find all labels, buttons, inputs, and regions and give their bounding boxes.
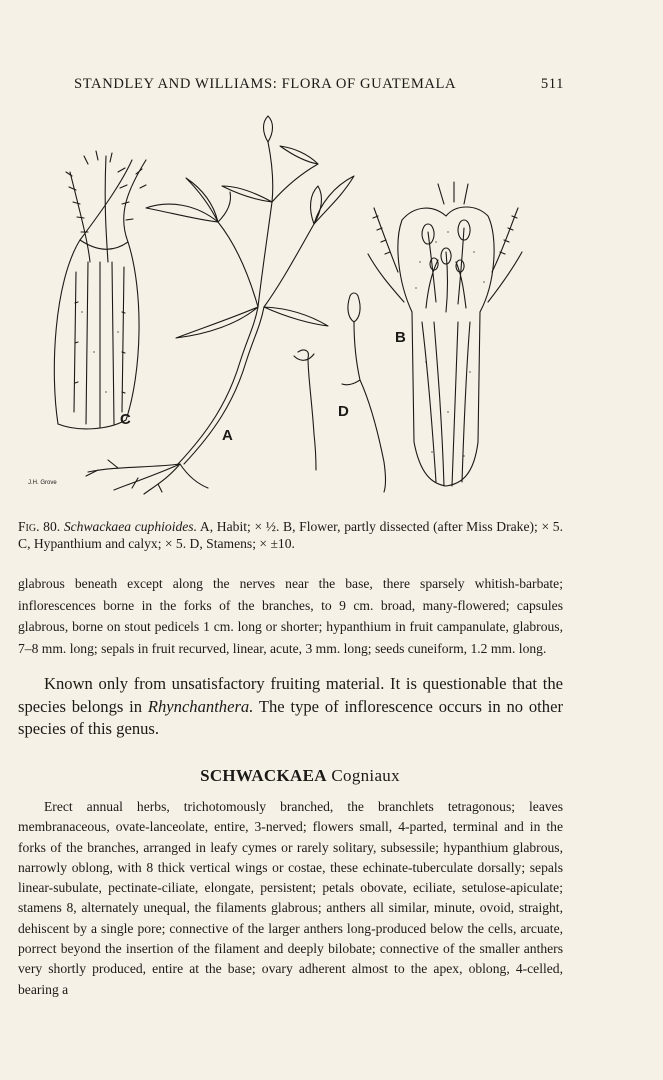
description-continuation <box>18 573 563 659</box>
running-head-title: STANDLEY AND WILLIAMS: FLORA OF GUATEMALA <box>74 76 457 92</box>
panel-label-c: C <box>120 411 131 428</box>
caption-text: A, Habit; × ½. B, Flower, partly dissected (after Miss Drake); × 5. C, Hypanthium and calyx; × 5. D, Stamens; × ±10. <box>18 519 563 551</box>
caption-species: Schwackaea cuphioides. <box>63 519 197 534</box>
genus-author: Cogniaux <box>331 766 400 785</box>
artist-signature: J.H. Grove <box>28 480 57 486</box>
remark-text-1: Known only from unsatisfactory fruiting material. It is questionable that the species belongs in <box>18 674 563 716</box>
continuation-paragraph: glabrous beneath except along the nerves near the base, there sparsely whitish-barbate; inflorescences borne in the forks of the branches, to 9 cm. broad, many-flowered; capsules glabrous, borne on stout pedicels 1 cm. long or shorter; hypanthium in fruit campanulate, glabrous, 7–8 mm. long; sepals in fruit recurved, linear, acute, 3 mm. long; seeds cuneiform, 1.2 mm. long. <box>18 576 563 656</box>
botanical-figure <box>18 112 558 502</box>
figure-caption <box>18 518 563 552</box>
genus-description <box>18 797 563 1000</box>
genus-name: SCHWACKAEA <box>200 766 327 785</box>
remark-text-2: The type of inflorescence occurs in no other species of this genus. <box>18 696 563 738</box>
remark-genus-ref: Rhynchanthera. <box>147 696 254 716</box>
panel-b-flower-drawing <box>368 182 522 486</box>
panel-c-hypanthium-drawing <box>54 151 146 429</box>
figure-number: Fig. 80. <box>18 519 61 534</box>
panel-label-a: A <box>222 427 233 444</box>
remark-paragraph <box>18 673 563 741</box>
panel-label-b: B <box>395 329 406 346</box>
panel-label-d: D <box>338 403 349 420</box>
page-number: 511 <box>540 76 564 92</box>
species-remark <box>18 673 563 741</box>
genus-heading <box>0 766 600 786</box>
genus-description-paragraph: Erect annual herbs, trichotomously branched, the branchlets tetragonous; leaves membranaceous, ovate-lanceolate, entire, 3-nerved; flowers small, 4-parted, terminal and in the forks of the branches, arranged in leafy cymes or rarely solitary, subsessile; hypanthium glabrous, narrowly oblong, with 8 thick vertical wings or costae, these echinate-tuberculate dorsally; sepals linear-subulate, pectinate-ciliate, elongate, persistent; petals obovate, eciliate, setulose-apiculate; stamens 8, alternately unequal, the filaments glabrous; anthers all similar, minute, ovoid, straight, dehiscent by a single pore; connective of the larger anthers long-produced below the cells, arcuate, porrect beyond the insertion of the filament and deeply bilobate; connective of the smaller anthers very shortly produced, entire at the base; ovary adherent almost to the apex, oblong, 4-celled, bearing a <box>18 799 563 997</box>
figure-illustration <box>18 112 558 502</box>
